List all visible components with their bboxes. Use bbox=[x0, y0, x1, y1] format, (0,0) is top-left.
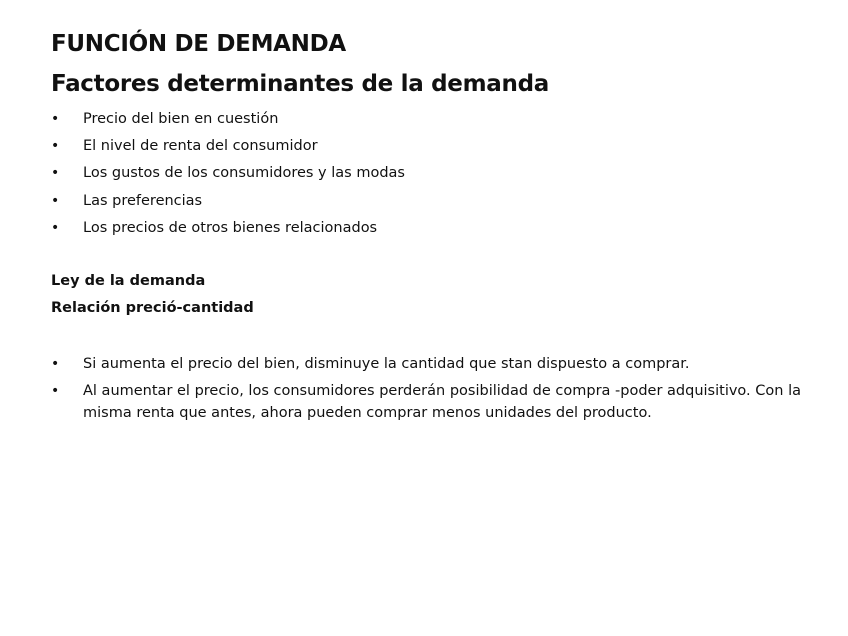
section-subheading-relation: Relación preció-cantidad bbox=[51, 300, 254, 316]
list-item-text: Al aumentar el precio, los consumidores perderán posibilidad de compra -poder adquisitivo. Con la misma renta que antes, ahora pueden comprar menos unidades del producto. bbox=[83, 383, 801, 421]
bullet-icon: • bbox=[51, 356, 60, 372]
list-item bbox=[51, 190, 811, 217]
bullet-icon: • bbox=[51, 111, 60, 127]
bullet-icon: • bbox=[51, 383, 60, 399]
bullet-icon: • bbox=[51, 192, 60, 209]
list-item bbox=[51, 217, 811, 244]
list-item-text: Los precios de otros bienes relacionados bbox=[83, 219, 378, 236]
section-heading-factors: Factores determinantes de la demanda bbox=[51, 71, 549, 97]
list-item-text: El nivel de renta del consumidor bbox=[83, 138, 318, 155]
list-item bbox=[51, 135, 811, 162]
page-title: FUNCIÓN DE DEMANDA bbox=[51, 31, 346, 57]
factors-list bbox=[51, 108, 811, 244]
list-item-text: Precio del bien en cuestión bbox=[83, 111, 279, 127]
bullet-icon: • bbox=[51, 165, 60, 182]
list-item bbox=[51, 162, 811, 189]
list-item bbox=[51, 353, 811, 380]
bullet-icon: • bbox=[51, 138, 60, 155]
bullet-icon: • bbox=[51, 219, 60, 236]
section-heading-law: Ley de la demanda bbox=[51, 273, 206, 289]
list-item bbox=[51, 108, 811, 135]
list-item-text: Las preferencias bbox=[83, 192, 203, 209]
list-item bbox=[51, 380, 813, 424]
effects-list bbox=[51, 353, 811, 424]
list-item-text: Si aumenta el precio del bien, disminuye la cantidad que stan dispuesto a comprar. bbox=[83, 356, 690, 372]
list-item-text: Los gustos de los consumidores y las modas bbox=[83, 165, 405, 182]
